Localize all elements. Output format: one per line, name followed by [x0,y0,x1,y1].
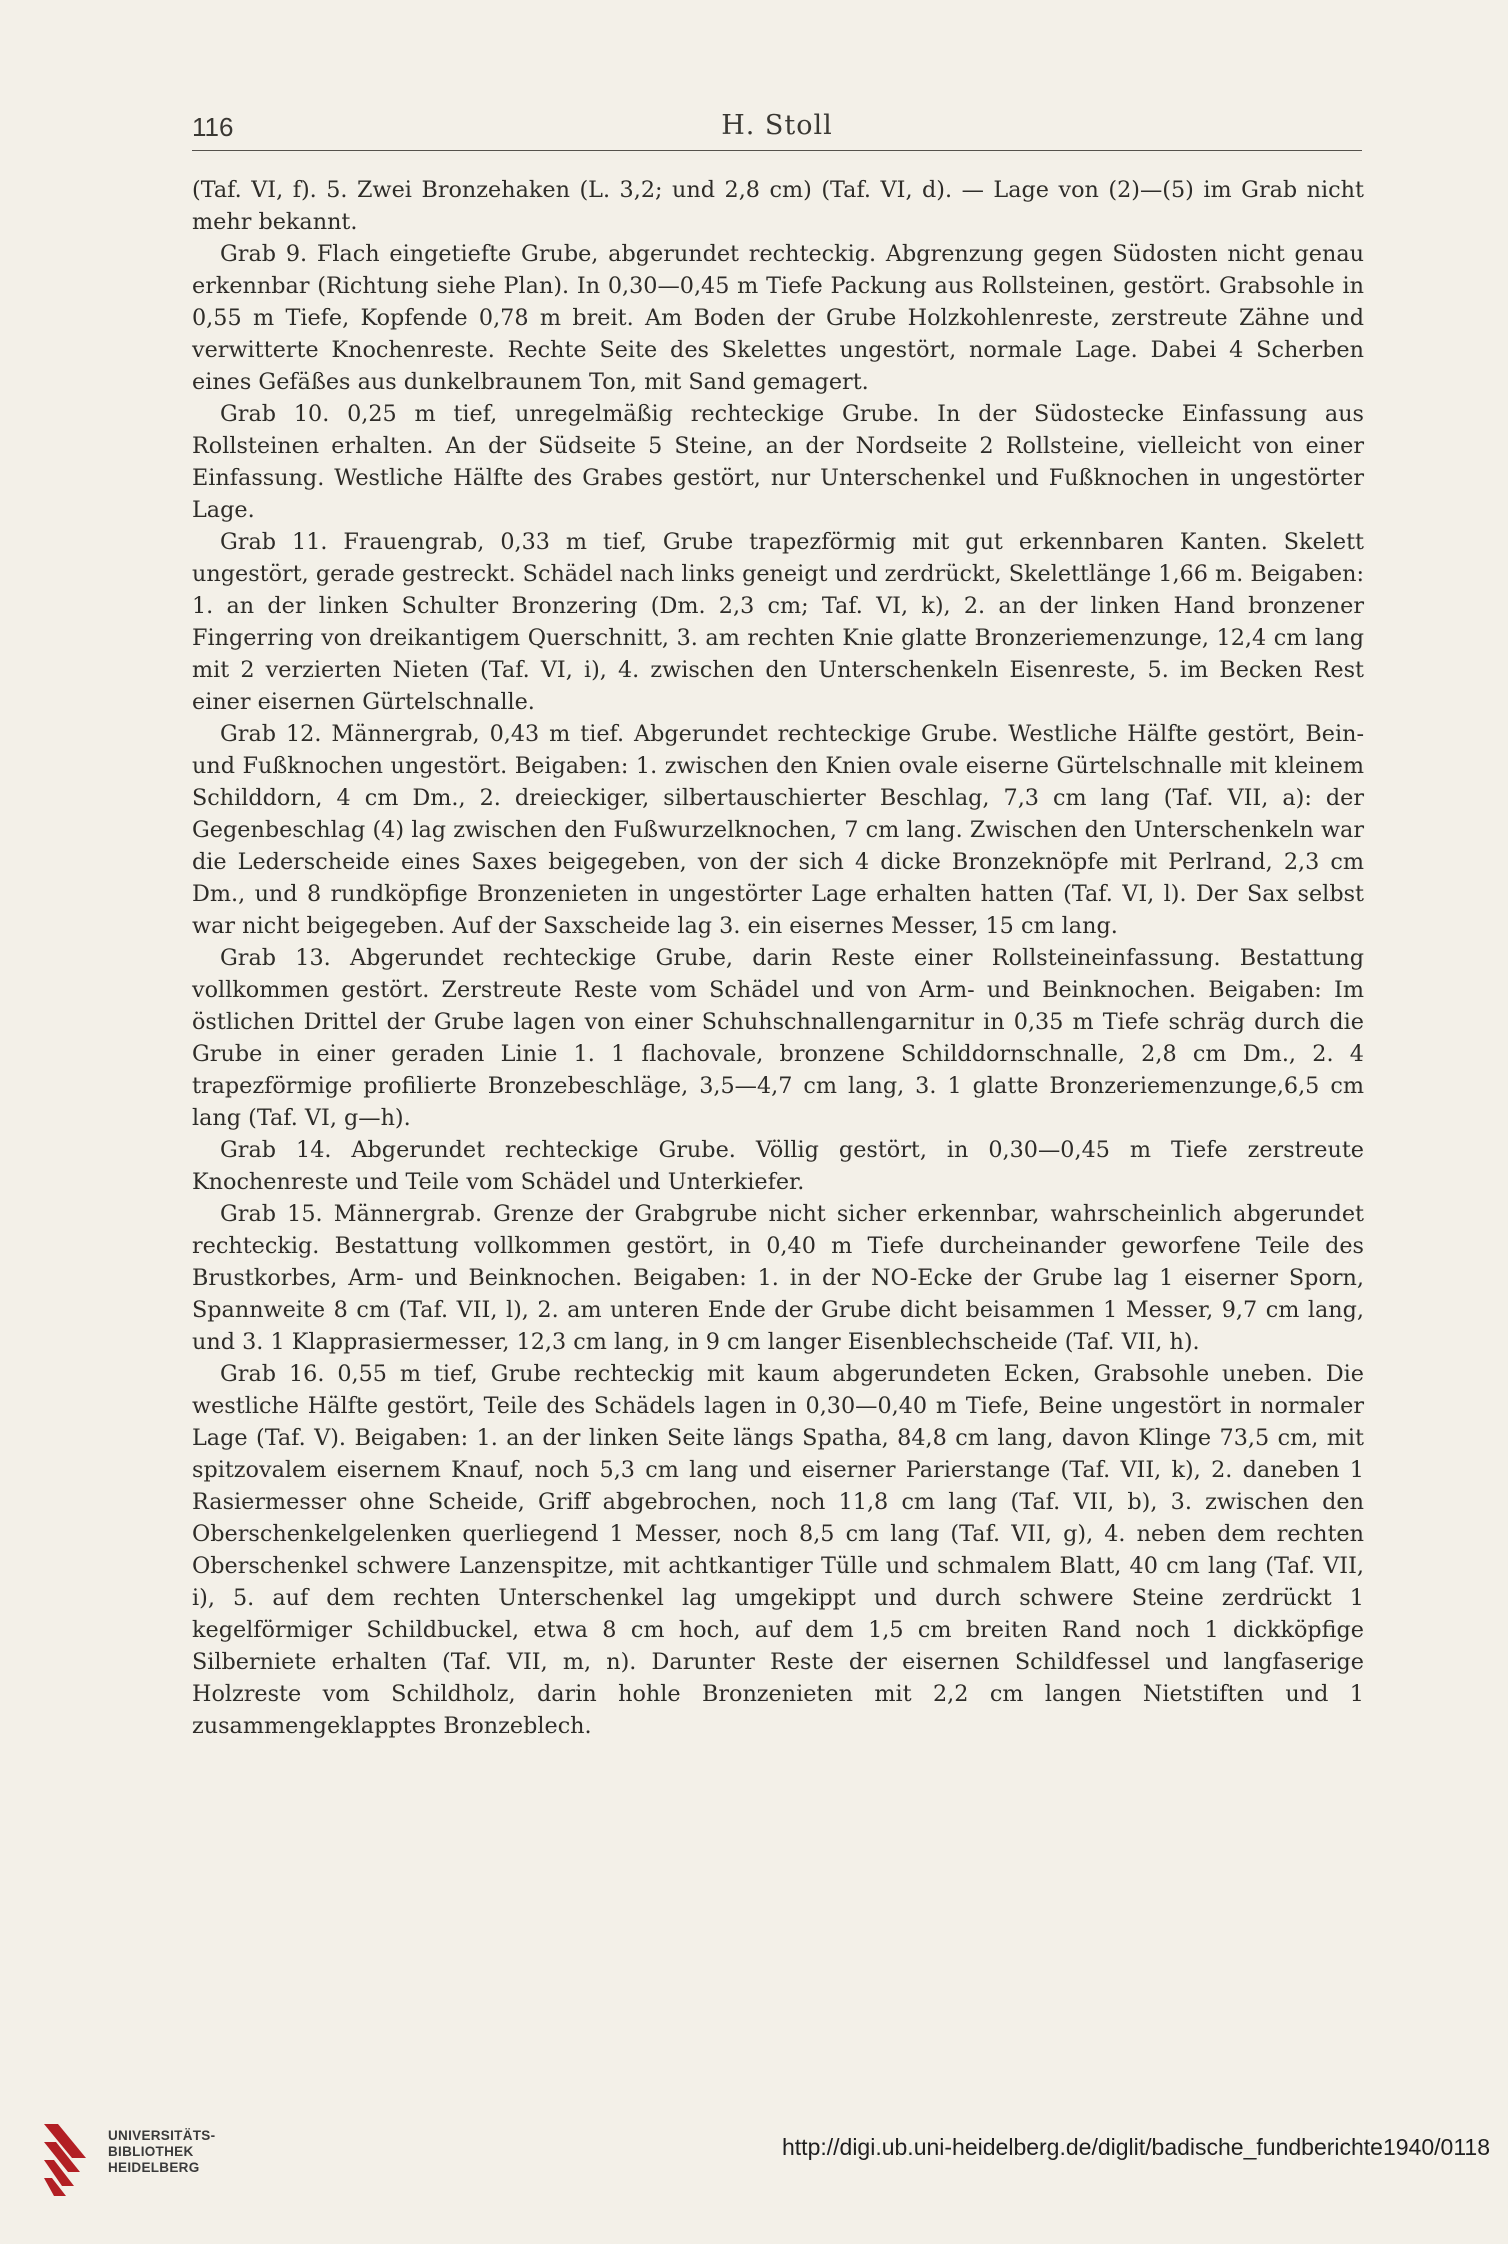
running-head: H. Stoll [721,110,833,141]
paragraph-grab-14: Grab 14. Abgerundet rechteckige Grube. Völlig gestört, in 0,30—0,45 m Tiefe zerstreute Knochenreste und Teile vom Schädel und Unterkiefer. [192,1137,1364,1195]
paragraph-continuation: (Taf. VI, f). 5. Zwei Bronzehaken (L. 3,2; und 2,8 cm) (Taf. VI, d). — Lage von (2)—(5) im Grab nicht mehr bekannt. [192,177,1364,235]
paragraph-grab-15: Grab 15. Männergrab. Grenze der Grabgrube nicht sicher erkennbar, wahrscheinlich abgerundet rechteckig. Bestattung vollkommen gestört, in 0,40 m Tiefe durcheinander geworfene Teile des Brustkorbes, Arm- und Beinknochen. Beigaben: 1. in der NO-Ecke der Grube lag 1 eiserner Sporn, Spannweite 8 cm (Taf. VII, l), 2. am unteren Ende der Grube dicht beisammen 1 Messer, 9,7 cm lang, und 3. 1 Klapprasiermesser, 12,3 cm lang, in 9 cm langer Eisenblechscheide (Taf. VII, h). [192,1201,1364,1355]
paragraph-grab-13: Grab 13. Abgerundet rechteckige Grube, darin Reste einer Rollsteineinfassung. Bestattung vollkommen gestört. Zerstreute Reste vom Schädel und von Arm- und Beinknochen. Beigaben: Im östlichen Drittel der Grube lagen von einer Schuhschnallengarnitur in 0,35 m Tiefe schräg durch die Grube in einer geraden Linie 1. 1 flachovale, bronzene Schilddornschnalle, 2,8 cm Dm., 2. 4 trapezförmige profilierte Bronzebeschläge, 3,5—4,7 cm lang, 3. 1 glatte Bronzeriemenzunge,6,5 cm lang (Taf. VI, g—h). [192,945,1364,1131]
page-number: 116 [192,112,234,142]
library-name-line: BIBLIOTHEK [108,2144,194,2159]
paragraph-grab-16: Grab 16. 0,55 m tief, Grube rechteckig mit kaum abgerundeten Ecken, Grabsohle uneben. Die westliche Hälfte gestört, Teile des Schädels lagen in 0,30—0,40 m Tiefe, Beine ungestört in normaler Lage (Taf. V). Beigaben: 1. an der linken Seite längs Spatha, 84,8 cm lang, davon Klinge 73,5 cm, mit spitzovalem eisernem Knauf, noch 5,3 cm lang und eiserner Parierstange (Taf. VII, k), 2. daneben 1 Rasiermesser ohne Scheide, Griff abgebrochen, noch 11,8 cm lang (Taf. VII, b), 3. zwischen den Oberschenkelgelenken querliegend 1 Messer, noch 8,5 cm lang (Taf. VII, g), 4. neben dem rechten Oberschenkel schwere Lanzenspitze, mit achtkantiger Tülle und schmalem Blatt, 40 cm lang (Taf. VII, i), 5. auf dem rechten Unterschenkel lag umgekippt und durch schwere Steine zerdrückt 1 kegelförmiger Schildbuckel, etwa 8 cm hoch, auf dem 1,5 cm breiten Rand noch 1 dickköpfige Silberniete erhalten (Taf. VII, m, n). Darunter Reste der eisernen Schildfessel und langfaserige Holzreste vom Schildholz, darin hohle Bronzenieten mit 2,2 cm langen Nietstiften und 1 zusammengeklapptes Bronzeblech. [192,1361,1364,1739]
paragraph-grab-9: Grab 9. Flach eingetiefte Grube, abgerundet rechteckig. Abgrenzung gegen Südosten nicht genau erkennbar (Richtung siehe Plan). In 0,30—0,45 m Tiefe Packung aus Rollsteinen, gestört. Grabsohle in 0,55 m Tiefe, Kopfende 0,78 m breit. Am Boden der Grube Holzkohlenreste, zerstreute Zähne und verwitterte Knochenreste. Rechte Seite des Skelettes ungestört, normale Lage. Dabei 4 Scherben eines Gefäßes aus dunkelbraunem Ton, mit Sand gemagert. [192,241,1364,395]
library-name [108,2128,215,2176]
library-name-line: HEIDELBERG [108,2160,200,2175]
paragraph-grab-11: Grab 11. Frauengrab, 0,33 m tief, Grube trapezförmig mit gut erkennbaren Kanten. Skelett ungestört, gerade gestreckt. Schädel nach links geneigt und zerdrückt, Skelettlänge 1,66 m. Beigaben: 1. an der linken Schulter Bronzering (Dm. 2,3 cm; Taf. VI, k), 2. an der linken Hand bronzener Fingerring von dreikantigem Querschnitt, 3. am rechten Knie glatte Bronzeriemenzunge, 12,4 cm lang mit 2 verzierten Nieten (Taf. VI, i), 4. zwischen den Unterschenkeln Eisenreste, 5. im Becken Rest einer eisernen Gürtelschnalle. [192,529,1364,715]
paragraph-grab-12: Grab 12. Männergrab, 0,43 m tief. Abgerundet rechteckige Grube. Westliche Hälfte gestört, Bein- und Fußknochen ungestört. Beigaben: 1. zwischen den Knien ovale eiserne Gürtelschnalle mit kleinem Schilddorn, 4 cm Dm., 2. dreieckiger, silbertauschierter Beschlag, 7,3 cm lang (Taf. VII, a): der Gegenbeschlag (4) lag zwischen den Fußwurzelknochen, 7 cm lang. Zwischen den Unterschenkeln war die Lederscheide eines Saxes beigegeben, von der sich 4 dicke Bronzeknöpfe mit Perlrand, 2,3 cm Dm., und 8 rundköpfige Bronzenieten in ungestörter Lage erhalten hatten (Taf. VI, l). Der Sax selbst war nicht beigegeben. Auf der Saxscheide lag 3. ein eisernes Messer, 15 cm lang. [192,721,1364,939]
body-text [192,174,1364,1742]
paragraph-grab-10: Grab 10. 0,25 m tief, unregelmäßig rechteckige Grube. In der Südostecke Einfassung aus Rollsteinen erhalten. An der Südseite 5 Steine, an der Nordseite 2 Rollsteine, vielleicht von einer Einfassung. Westliche Hälfte des Grabes gestört, nur Unterschenkel und Fußknochen in ungestörter Lage. [192,401,1364,523]
page-header [192,106,1362,151]
library-logo-icon [40,2118,92,2198]
library-name-line: UNIVERSITÄTS- [108,2128,216,2143]
source-url-link[interactable]: http://digi.ub.uni-heidelberg.de/diglit/badische_fundberichte1940/0118 [782,2134,1490,2160]
